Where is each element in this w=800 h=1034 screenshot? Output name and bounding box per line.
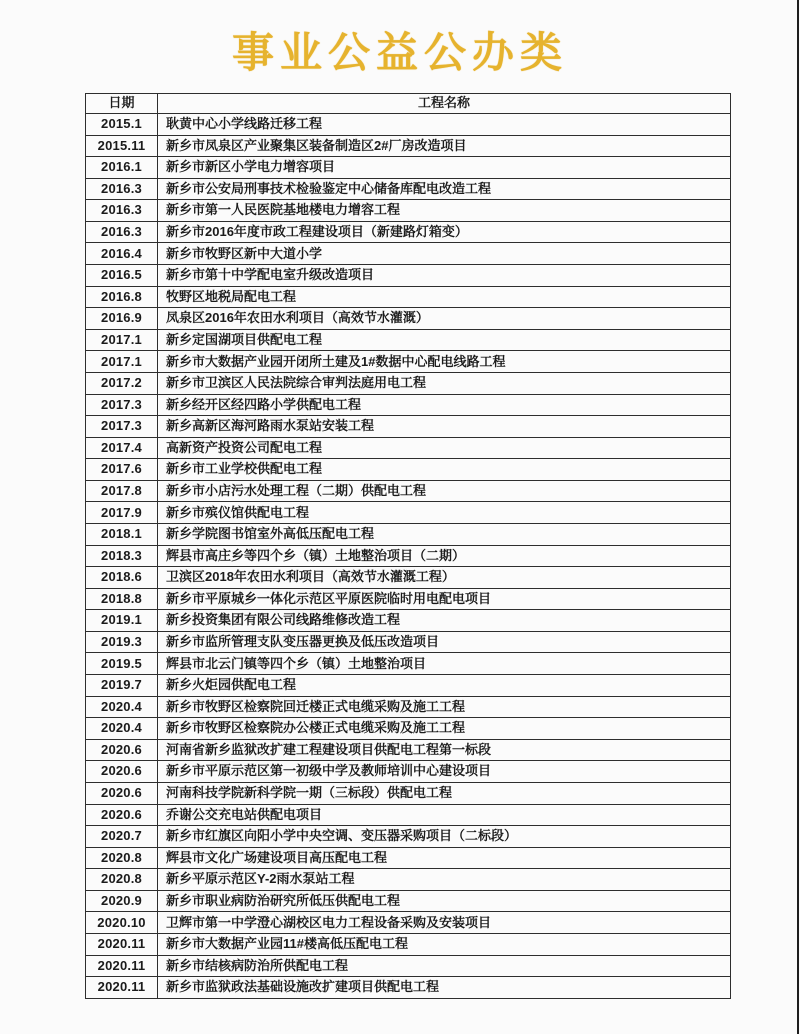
table-row [86,372,731,394]
table-row [86,114,731,136]
table-row [86,157,731,179]
table-row [86,567,731,589]
project-name-cell: 新乡市工业学校供配电工程 [158,459,731,481]
table-row [86,610,731,632]
project-name-cell: 辉县市北云门镇等四个乡（镇）土地整治项目 [158,653,731,675]
table-row [86,869,731,891]
project-name-cell: 新乡高新区海河路雨水泵站安装工程 [158,416,731,438]
project-name-cell: 耿黄中心小学线路迁移工程 [158,114,731,136]
date-cell: 2020.4 [86,696,158,718]
date-cell: 2016.9 [86,308,158,330]
date-cell: 2017.2 [86,372,158,394]
date-cell: 2016.5 [86,265,158,287]
project-name-cell: 新乡市牧野区新中大道小学 [158,243,731,265]
date-cell: 2020.6 [86,804,158,826]
table-row [86,696,731,718]
project-name-cell: 河南省新乡监狱改扩建工程建设项目供配电工程第一标段 [158,739,731,761]
project-name-cell: 新乡市红旗区向阳小学中央空调、变压器采购项目（二标段） [158,826,731,848]
project-name-cell: 新乡市凤泉区产业聚集区装备制造区2#厂房改造项目 [158,135,731,157]
date-cell: 2015.1 [86,114,158,136]
date-cell: 2020.10 [86,912,158,934]
project-name-cell: 河南科技学院新科学院一期（三标段）供配电工程 [158,782,731,804]
date-cell: 2018.6 [86,567,158,589]
table-row [86,394,731,416]
table-row [86,847,731,869]
date-cell: 2020.8 [86,847,158,869]
date-cell: 2016.3 [86,178,158,200]
project-name-cell: 新乡市牧野区检察院办公楼正式电缆采购及施工工程 [158,718,731,740]
project-name-cell: 卫辉市第一中学澄心湖校区电力工程设备采购及安装项目 [158,912,731,934]
table-row [86,675,731,697]
project-name-cell: 高新资产投资公司配电工程 [158,437,731,459]
date-cell: 2020.8 [86,869,158,891]
project-name-cell: 新乡市平原城乡一体化示范区平原医院临时用电配电项目 [158,588,731,610]
table-row [86,545,731,567]
table-row [86,308,731,330]
table-header [86,94,731,114]
project-name-cell: 新乡市大数据产业园开闭所土建及1#数据中心配电线路工程 [158,351,731,373]
table-row [86,459,731,481]
project-name-cell: 新乡定国湖项目供配电工程 [158,329,731,351]
table-row [86,135,731,157]
project-name-cell: 牧野区地税局配电工程 [158,286,731,308]
table-row [86,286,731,308]
table-row [86,912,731,934]
project-name-cell: 新乡市监狱政法基础设施改扩建项目供配电工程 [158,977,731,999]
date-cell: 2017.3 [86,394,158,416]
date-cell: 2020.9 [86,890,158,912]
date-cell: 2019.7 [86,675,158,697]
project-name-cell: 新乡市新区小学电力增容项目 [158,157,731,179]
table-row [86,265,731,287]
project-name-cell: 新乡市职业病防治研究所低压供配电工程 [158,890,731,912]
project-name-cell: 新乡市监所管理支队变压器更换及低压改造项目 [158,631,731,653]
date-cell: 2020.6 [86,761,158,783]
date-cell: 2017.3 [86,416,158,438]
project-name-cell: 新乡市第十中学配电室升级改造项目 [158,265,731,287]
project-name-cell: 新乡投资集团有限公司线路维修改造工程 [158,610,731,632]
date-cell: 2017.6 [86,459,158,481]
date-cell: 2018.8 [86,588,158,610]
table-row [86,631,731,653]
project-name-cell: 乔谢公交充电站供配电项目 [158,804,731,826]
date-cell: 2020.11 [86,933,158,955]
project-name-cell: 新乡市第一人民医院基地楼电力增容工程 [158,200,731,222]
project-name-cell: 辉县市高庄乡等四个乡（镇）土地整治项目（二期） [158,545,731,567]
date-cell: 2016.1 [86,157,158,179]
project-name-cell: 新乡市平原示范区第一初级中学及教师培训中心建设项目 [158,761,731,783]
table-row [86,329,731,351]
table-row [86,718,731,740]
date-cell: 2016.3 [86,200,158,222]
table-row [86,761,731,783]
header-date: 日期 [86,94,158,114]
table-row [86,739,731,761]
table-row [86,653,731,675]
table-row [86,523,731,545]
date-cell: 2017.1 [86,351,158,373]
date-cell: 2020.11 [86,977,158,999]
table-row [86,416,731,438]
table-row [86,437,731,459]
date-cell: 2020.11 [86,955,158,977]
table-row [86,890,731,912]
project-name-cell: 新乡学院图书馆室外高低压配电工程 [158,523,731,545]
page-title: 事业公益公办类 [231,29,568,76]
project-name-cell: 新乡平原示范区Y-2雨水泵站工程 [158,869,731,891]
project-name-cell: 新乡市公安局刑事技术检验鉴定中心储备库配电改造工程 [158,178,731,200]
table-row [86,933,731,955]
project-name-cell: 新乡市卫滨区人民法院综合审判法庭用电工程 [158,372,731,394]
project-name-cell: 新乡市殡仪馆供配电工程 [158,502,731,524]
table-row [86,351,731,373]
project-table [85,93,731,999]
project-name-cell: 新乡市牧野区检察院回迁楼正式电缆采购及施工工程 [158,696,731,718]
date-cell: 2020.6 [86,782,158,804]
table-row [86,480,731,502]
table-row [86,200,731,222]
date-cell: 2019.1 [86,610,158,632]
project-name-cell: 辉县市文化广场建设项目高压配电工程 [158,847,731,869]
date-cell: 2018.1 [86,523,158,545]
project-name-cell: 新乡市2016年度市政工程建设项目（新建路灯箱变） [158,221,731,243]
date-cell: 2016.4 [86,243,158,265]
table-row [86,588,731,610]
project-name-cell: 新乡市结核病防治所供配电工程 [158,955,731,977]
project-name-cell: 新乡市大数据产业园11#楼高低压配电工程 [158,933,731,955]
date-cell: 2020.4 [86,718,158,740]
date-cell: 2020.7 [86,826,158,848]
table-row [86,502,731,524]
project-name-cell: 新乡经开区经四路小学供配电工程 [158,394,731,416]
date-cell: 2015.11 [86,135,158,157]
project-name-cell: 新乡火炬园供配电工程 [158,675,731,697]
table-row [86,243,731,265]
date-cell: 2020.6 [86,739,158,761]
table-row [86,955,731,977]
date-cell: 2017.8 [86,480,158,502]
table-row [86,804,731,826]
table-row [86,178,731,200]
date-cell: 2017.9 [86,502,158,524]
date-cell: 2016.8 [86,286,158,308]
project-name-cell: 卫滨区2018年农田水利项目（高效节水灌溉工程） [158,567,731,589]
image-right-edge-line [797,0,799,1034]
table-row [86,977,731,999]
date-cell: 2017.1 [86,329,158,351]
project-name-cell: 新乡市小店污水处理工程（二期）供配电工程 [158,480,731,502]
table-row [86,221,731,243]
date-cell: 2017.4 [86,437,158,459]
header-project-name: 工程名称 [158,94,731,114]
date-cell: 2019.3 [86,631,158,653]
date-cell: 2018.3 [86,545,158,567]
project-name-cell: 凤泉区2016年农田水利项目（高效节水灌溉） [158,308,731,330]
date-cell: 2016.3 [86,221,158,243]
header-row [86,94,731,114]
table-row [86,826,731,848]
project-table-wrap [85,93,731,999]
project-table-body [86,114,731,999]
date-cell: 2019.5 [86,653,158,675]
table-row [86,782,731,804]
